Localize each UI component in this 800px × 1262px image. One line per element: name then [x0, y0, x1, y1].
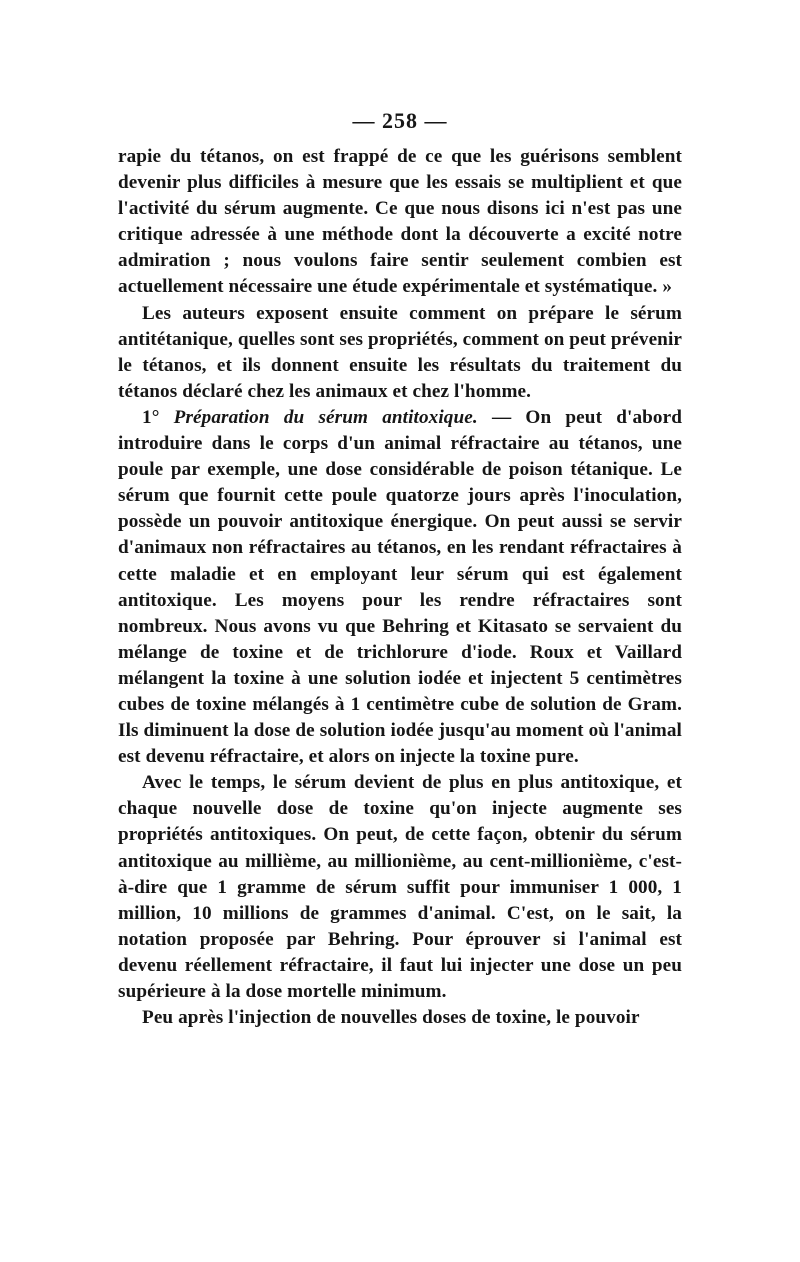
paragraph-continuation: rapie du tétanos, on est frappé de ce que les guérisons semblent devenir plus difficiles à mesure que les essais se multiplient et que l'activité du sérum augmente. Ce que nous disons ici n'est pas une critique adressée à une méthode dont la découverte a excité notre admiration ; nous voulons faire sentir seulement combien est actuellement nécessaire une étude expérimentale et systématique. »	[118, 146, 682, 298]
paragraph-last-line: Peu après l'injection de nouvelles doses de toxine, le pouvoir	[142, 1007, 640, 1029]
section-heading: Préparation du sérum antitoxique.	[173, 406, 478, 428]
section-preparation	[118, 405, 682, 770]
paragraph-serum-time: Avec le temps, le sérum devient de plus en plus antitoxique, et chaque nouvelle dose de toxine qu'on injecte augmente ses propriétés antitoxiques. On peut, de cette façon, obtenir du sérum antitoxique au millième, au millionième, au cent-millionième, c'est-à-dire que 1 gramme de sérum suffit pour immuniser 1 000, 1 million, 10 millions de grammes d'animal. C'est, on le sait, la notation proposée par Behring. Pour éprouver si l'animal est devenu réellement réfractaire, il faut lui injecter une dose un peu supérieure à la dose mortelle minimum.	[118, 772, 682, 1002]
section-number: 1°	[142, 406, 160, 428]
page-number: — 258 —	[352, 108, 448, 133]
book-page	[118, 108, 682, 1031]
section-text: — On peut d'abord introduire dans le corps d'un animal réfractaire au tétanos, une poule par exemple, une dose considérable de poison tétanique. Le sérum que fournit cette poule quatorze jours après l'inoculation, possède un pouvoir antitoxique énergique. On peut aussi se servir d'animaux non réfractaires au tétanos, en les rendant réfractaires à cette maladie et en employant leur sérum qui est également antitoxique. Les moyens pour les rendre réfractaires sont nombreux. Nous avons vu que Behring et Kitasato se servaient du mélange de toxine et de trichlorure d'iode. Roux et Vaillard mélangent la toxine à une solution iodée et injectent 5 centimètres cubes de toxine mélangés à 1 centimètre cube de solution de Gram. Ils diminuent la dose de solution iodée jusqu'au moment où l'animal est devenu réfractaire, et alors on injecte la toxine pure.	[118, 406, 682, 768]
paragraph-authors: Les auteurs exposent ensuite comment on prépare le sérum antitétanique, quelles sont ses propriétés, comment on peut prévenir le tétanos, et ils donnent ensuite les résultats du traitement du tétanos déclaré chez les animaux et chez l'homme.	[118, 302, 682, 402]
